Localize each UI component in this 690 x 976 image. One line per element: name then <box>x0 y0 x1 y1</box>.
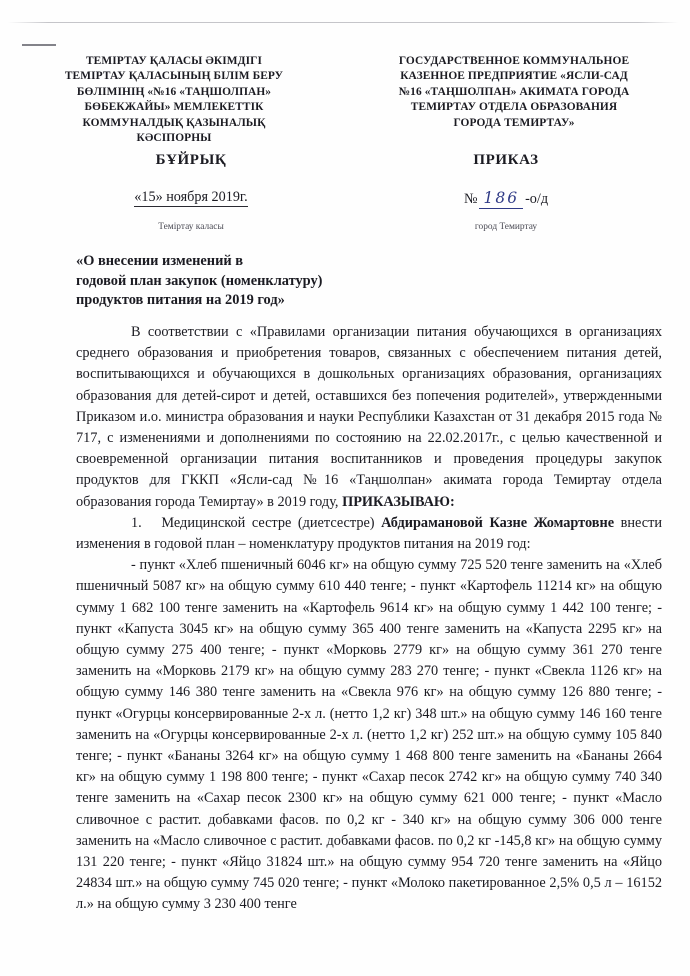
subject-line: годовой план закупок (номенклатуру) <box>76 272 323 289</box>
scan-artifact-dash <box>22 44 56 46</box>
item-1-number: 1. <box>131 514 142 531</box>
letterhead-line: ТЕМІРТАУ ҚАЛАСЫ ӘКІМДІГІ <box>85 55 263 67</box>
order-date <box>26 189 356 208</box>
letterhead-line: КОММУНАЛДЫҚ ҚАЗЫНАЛЫҚ <box>82 116 266 129</box>
letterhead-line: ГОРОДА ТЕМИРТАУ» <box>453 116 575 129</box>
letterhead-line: ТЕМІРТАУ ҚАЛАСЫНЫҢ БІЛІМ БЕРУ <box>64 70 284 83</box>
letterhead-line: КӘСІПОРНЫ <box>136 132 212 145</box>
changes-list-paragraph: - пункт «Хлеб пшеничный 6046 кг» на общую сумму 725 520 тенге заменить на «Хлеб пшеничный 5087 кг» на общую сумму 610 440 тенге; - пункт «Картофель 11214 кг» на общую сумму 1 682 100 тенге заменить на «Картофель 9614 кг» на общую сумму 1 442 100 тенге; - пункт «Капуста 3045 кг» на общую сумму 365 400 тенге заменить на «Капуста 2295 кг» на общую сумму 275 400 тенге; - пункт «Морковь 2779 кг» на общую сумму 361 270 тенге заменить на «Морковь 2179 кг» на общую сумму 283 270 тенге; - пункт «Свекла 1126 кг» на общую сумму 146 380 тенге заменить на «Свекла 976 кг» на общую сумму 126 880 тенге; - пункт «Огурцы консервированные 2-х л. (нетто 1,2 кг) 348 шт.» на общую сумму 146 160 тенге заменить на «Огурцы консервированные 2-х л. (нетто 1,2 кг) 252 шт.» на общую сумму 105 840 тенге; - пункт «Бананы 3264 кг» на общую сумму 1 468 800 тенге заменить на «Бананы 2664 кг» на общую сумму 1 198 800 тенге; - пункт «Сахар песок 2742 кг» на общую сумму 740 340 тенге заменить на «Сахар песок 2300 кг» на общую сумму 621 000 тенге; - пункт «Масло сливочное с растит. добавками фасов. по 0,2 кг - 340 кг» на общую сумму 306 000 тенге заменить на «Масло сливочное с растит. добавками фасов. по 0,2 кг -145,8 кг» на общую сумму 131 220 тенге; - пункт «Яйцо 31824 шт.» на общую сумму 954 720 тенге заменить на «Яйцо 24834 шт.» на общую сумму 745 020 тенге; - пункт «Молоко пакетированное 2,5% 0,5 л – 16152 л.» на общую сумму 3 230 400 тенге <box>76 557 662 913</box>
item-1-lead: Медицинской сестре (диетсестре) <box>161 514 375 531</box>
order-number-handwritten: 186 <box>479 189 523 209</box>
letterhead-line: КАЗЕННОЕ ПРЕДПРИЯТИЕ «ЯСЛИ-САД <box>400 70 628 83</box>
item-1-tail: внести изменения в годовой план – номенклатуру продуктов питания на 2019 год: <box>76 514 662 553</box>
document-type-row <box>0 152 690 169</box>
number-sign: № <box>463 191 478 207</box>
letterhead-line: БӨЛІМІНІҢ «№16 «ТАҢШОЛПАН» <box>76 85 272 98</box>
scan-artifact-line <box>8 22 678 23</box>
city-kazakh: Теміртау каласы <box>158 222 224 232</box>
organization-name-kazakh <box>26 54 322 146</box>
order-number <box>356 189 656 208</box>
document-subject <box>76 252 496 311</box>
letterhead <box>0 54 690 146</box>
city-row <box>0 222 690 232</box>
city-russian: город Темиртау <box>474 222 538 232</box>
order-number-suffix: -о/д <box>525 191 549 207</box>
item-1-paragraph <box>76 513 662 555</box>
letterhead-line: БӨБЕКЖАЙЫ» МЕМЛЕКЕТТІК <box>84 101 264 114</box>
order-date-value: «15» ноября 2019г. <box>134 189 248 205</box>
document-body <box>76 322 662 916</box>
document-type-kazakh: БҰЙРЫҚ <box>155 152 227 168</box>
preamble-text: В соответствии с «Правилами организации питания обучающихся в организациях среднего образования и приобретения товаров, связанных с обеспечением питания детей, воспитывающихся и обучающихся в дошкольных организациях образования, организациях образования для детей-сирот и детей, оставшихся без попечения родителей», утвержденными Приказом и.о. министра образования и науки Республики Казахстан от 31 декабря 2015 года № 717, с изменениями и дополнениями по состоянию на 22.02.2017г., с целью качественной и своевременной организации питания воспитанников и проведения процедуры закупок продуктов для ГККП «Ясли-сад №16 «Таңшолпан» акимата города Темиртау отдела образования города Темиртау» в 2019 году, <box>76 324 662 510</box>
date-number-row <box>0 189 690 208</box>
subject-line: продуктов питания на 2019 год» <box>76 292 285 308</box>
preamble-paragraph <box>76 322 662 513</box>
letterhead-line: ТЕМИРТАУ ОТДЕЛА ОБРАЗОВАНИЯ <box>410 101 618 114</box>
subject-line: «О внесении изменений в <box>76 253 244 269</box>
letterhead-line: №16 «ТАҢШОЛПАН» АКИМАТА ГОРОДА <box>398 85 630 98</box>
letterhead-line: ГОСУДАРСТВЕННОЕ КОММУНАЛЬНОЕ <box>398 55 630 67</box>
organization-name-russian <box>364 54 664 146</box>
order-verb: ПРИКАЗЫВАЮ: <box>342 493 455 510</box>
responsible-person-name: Абдирамановой Казне Жомартовне <box>381 514 615 531</box>
document-type-russian: ПРИКАЗ <box>473 152 539 168</box>
